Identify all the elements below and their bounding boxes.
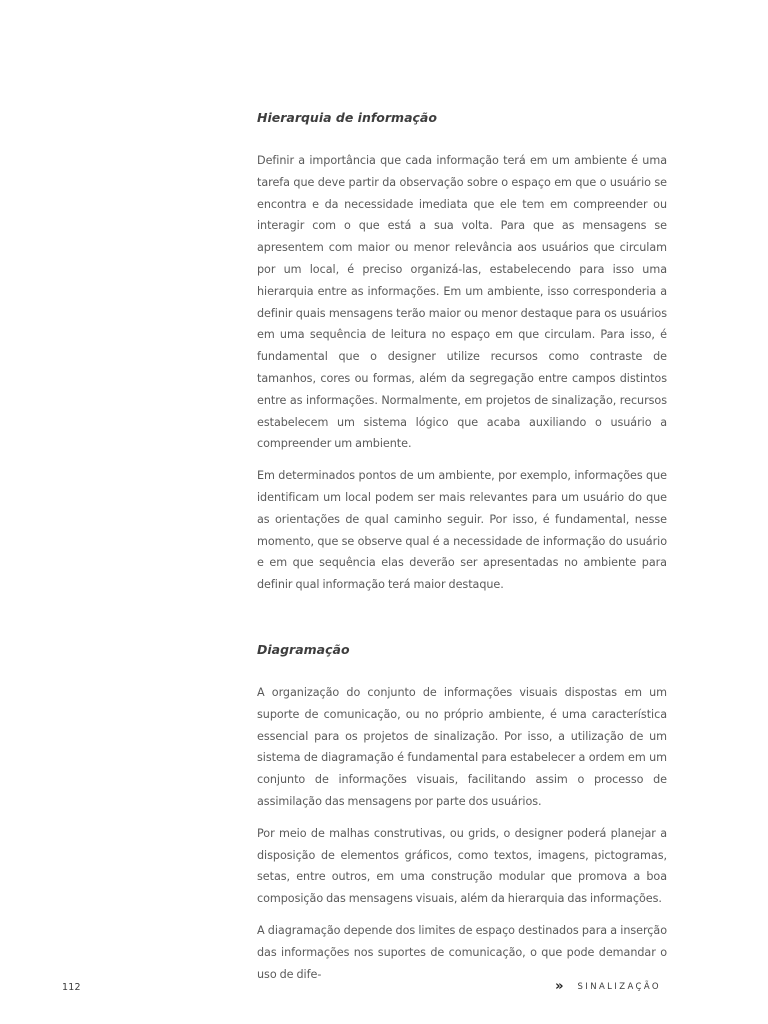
page-number: 112 (62, 982, 81, 993)
section-diagramacao (257, 640, 667, 985)
section-heading: Hierarquia de informação (257, 110, 437, 125)
section-hierarquia (257, 108, 667, 596)
paragraph: Definir a importância que cada informação terá em um ambiente é uma tarefa que deve partir da observação sobre o espaço em que o usuário se encontra e da necessidade imediata que ele tem em compreender ou interagir com o que está a sua volta. Para que as mensagens se apresentem com maior ou menor relevância aos usuários que circulam por um local, é preciso organizá-las, estabelecendo para isso uma hierarquia entre as informações. Em um ambiente, isso corresponderia a definir quais mensagens terão maior ou menor destaque para os usuários em uma sequência de leitura no espaço em que circulam. Para isso, é fundamental que o designer utilize recursos como contraste de tamanhos, cores ou formas, além da segregação entre campos distintos entre as informações. Normalmente, em projetos de sinalização, recursos estabelecem um sistema lógico que acaba auxiliando o usuário a compreender um ambiente. (257, 154, 667, 451)
paragraph: Em determinados pontos de um ambiente, por exemplo, informações que identificam um local podem ser mais relevantes para um usuário do que as orientações de qual caminho seguir. Por isso, é fundamental, nesse momento, que se observe qual é a necessidade de informação do usuário e em que sequência elas deverão ser apresentadas no ambiente para definir qual informação terá maior destaque. (257, 469, 667, 592)
page-body (257, 108, 667, 995)
paragraph: Por meio de malhas construtivas, ou grids, o designer poderá planejar a disposição de elementos gráficos, como textos, imagens, pictogramas, setas, entre outros, em uma construção modular que promova a boa composição das mensagens visuais, além da hierarquia das informações. (257, 826, 667, 906)
running-title: SINALIZAÇÃO (577, 981, 661, 992)
running-head (555, 979, 661, 994)
section-heading: Diagramação (257, 641, 350, 657)
paragraph: A diagramação depende dos limites de espaço destinados para a inserção das informações nos suportes de comunicação, o que pode demandar o uso de dife- (257, 923, 667, 981)
paragraph: A organização do conjunto de informações visuais dispostas em um suporte de comunicação, ou no próprio ambiente, é uma característica essencial para os projetos de sinalização. Por isso, a utilização de um sistema de diagramação é fundamental para estabelecer a ordem em um conjunto de informações visuais, facilitando assim o processo de assimilação das mensagens por parte dos usuários. (257, 685, 667, 808)
double-chevron-icon: » (555, 979, 562, 994)
